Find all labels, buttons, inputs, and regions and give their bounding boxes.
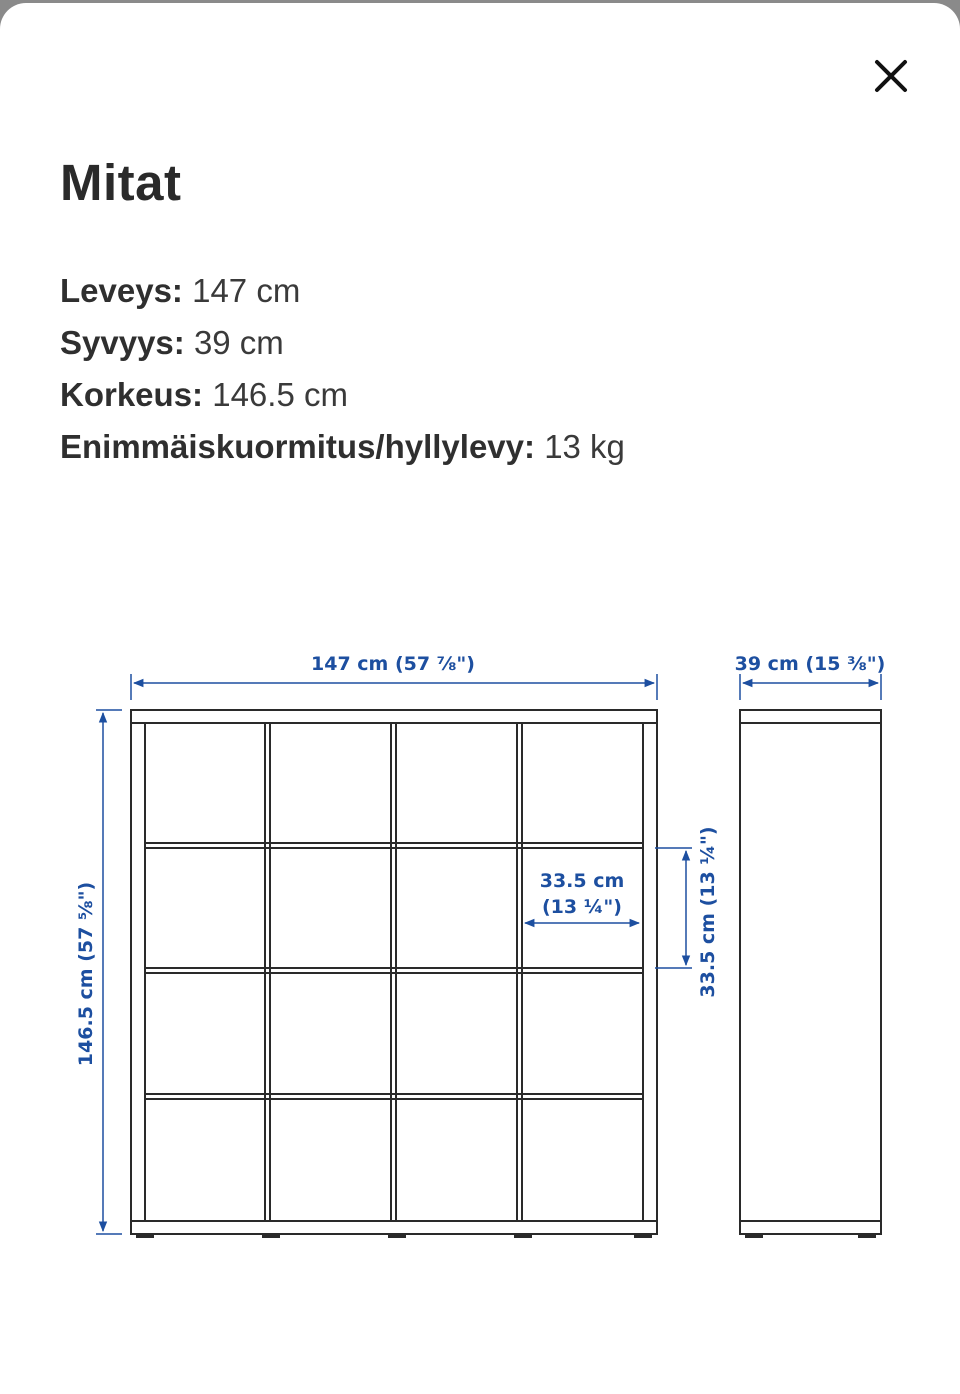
height-dimension xyxy=(96,710,122,1234)
shelf-front-view xyxy=(131,710,657,1234)
shelf-side-view xyxy=(740,710,881,1234)
spec-label: Syvyys: xyxy=(60,324,185,361)
compartment-width-label-line2: (13 ¼") xyxy=(542,896,622,918)
spec-label: Korkeus: xyxy=(60,376,204,413)
spec-label: Enimmäiskuormitus/hyllylevy: xyxy=(60,428,536,465)
dimensions-dialog xyxy=(0,3,960,1394)
width-dimension-label: 147 cm (57 ⅞") xyxy=(311,653,475,675)
depth-dimension-label: 39 cm (15 ⅜") xyxy=(734,653,886,675)
width-dimension xyxy=(131,674,657,700)
spec-label: Leveys: xyxy=(60,272,183,309)
dialog-title: Mitat xyxy=(60,154,182,211)
compartment-height-dimension xyxy=(655,848,692,968)
compartment-height-label: 33.5 cm (13 ¼") xyxy=(697,826,719,998)
spec-value: 39 cm xyxy=(193,324,284,361)
dimension-drawing xyxy=(0,3,960,1394)
spec-value: 146.5 cm xyxy=(212,376,348,413)
depth-dimension xyxy=(740,674,881,700)
spec-value: 147 cm xyxy=(192,272,301,309)
height-dimension-label: 146.5 cm (57 ⅝") xyxy=(75,881,97,1067)
compartment-width-label-line1: 33.5 cm xyxy=(539,870,625,892)
spec-value: 13 kg xyxy=(544,428,625,465)
